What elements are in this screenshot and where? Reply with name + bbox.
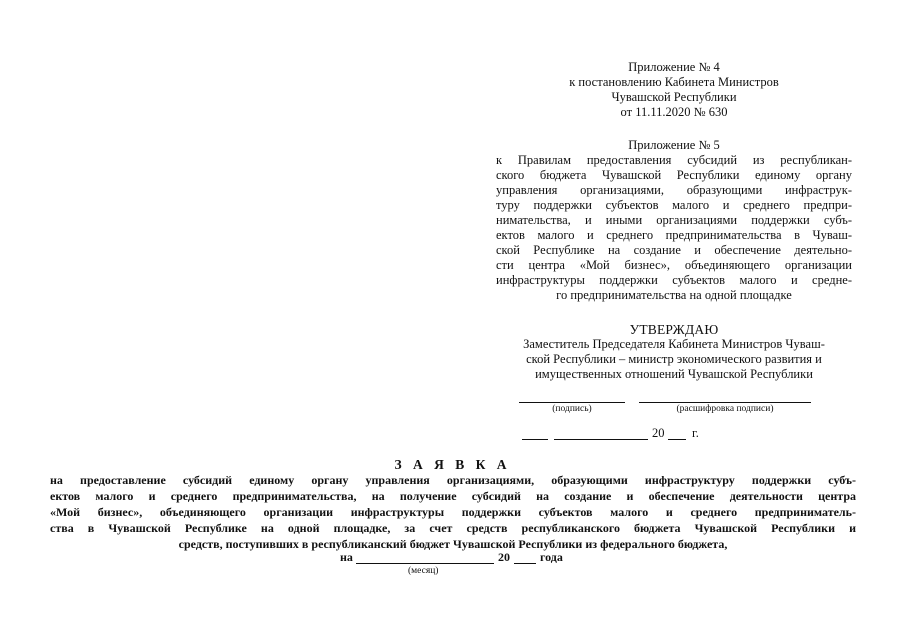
request-title: З А Я В К А — [394, 457, 511, 472]
date-century: 20 — [652, 426, 665, 440]
appendix-5-line: ской Республике на создание и обеспечение деятельно- — [496, 243, 852, 257]
approve-date-row — [522, 426, 722, 442]
appendix-5-line: ектов малого и среднего предпринимательства в Чуваш- — [496, 228, 852, 242]
appendix-5-line: управления организациями, образующими инфраструк- — [496, 183, 852, 197]
approve-block — [496, 322, 852, 382]
signature-decoding-caption: (расшифровка подписи) — [676, 404, 774, 414]
appendix-5-line: го предпринимательства на одной площадке — [556, 288, 792, 302]
appendix-5-block — [496, 138, 852, 303]
appendix-5-title: Приложение № 5 — [628, 138, 720, 152]
request-line: ектов малого и среднего предпринимательства, на получение субсидий на создание и обеспечение деятельности центра — [50, 489, 856, 503]
period-century: 20 — [498, 550, 510, 564]
approve-line: имущественных отношений Чувашской Республики — [535, 367, 813, 381]
appendix-4-block — [496, 60, 852, 120]
period-year-line[interactable] — [514, 563, 536, 564]
request-line: на предоставление субсидий единому органу управления организациями, образующими инфраструктуру поддержки субъ- — [50, 473, 856, 487]
appendix-5-line: инфраструктуры поддержки субъектов малого и средне- — [496, 273, 852, 287]
signature-decoding-line[interactable] — [639, 392, 811, 403]
date-month-line[interactable] — [554, 439, 648, 440]
date-year-line[interactable] — [668, 439, 686, 440]
period-year-label: года — [540, 550, 563, 564]
signature-caption: (подпись) — [552, 404, 592, 414]
approve-line: Заместитель Председателя Кабинета Министров Чуваш- — [523, 337, 825, 351]
signature-row — [519, 392, 819, 422]
appendix-4-line: от 11.11.2020 № 630 — [620, 105, 728, 119]
appendix-4-line: к постановлению Кабинета Министров — [569, 75, 779, 89]
request-line: ства в Чувашской Республике на одной площадке, за счет средств республиканского бюджета Чувашской Республики и — [50, 521, 856, 535]
date-year-suffix: г. — [692, 426, 699, 440]
appendix-5-line: туру поддержки субъектов малого и среднего предпри- — [496, 198, 852, 212]
period-month-caption: (месяц) — [408, 566, 439, 576]
date-day-line[interactable] — [522, 439, 548, 440]
approve-title: УТВЕРЖДАЮ — [629, 322, 719, 337]
approve-line: ской Республики – министр экономического развития и — [526, 352, 822, 366]
signature-line[interactable] — [519, 392, 625, 403]
appendix-5-line: ского бюджета Чувашской Республики единому органу — [496, 168, 852, 182]
appendix-5-line: сти центра «Мой бизнес», объединяющего организации — [496, 258, 852, 272]
request-line: средств, поступивших в республиканский бюджет Чувашской Республики из федерального бюджета, — [178, 537, 728, 551]
appendix-5-line: нимательства, и иными организациями поддержки субъ- — [496, 213, 852, 227]
period-row — [340, 550, 600, 582]
period-month-line[interactable] — [356, 563, 494, 564]
period-on-label: на — [340, 550, 353, 564]
request-body — [50, 472, 856, 552]
appendix-4-title: Приложение № 4 — [628, 60, 720, 74]
appendix-4-line: Чувашской Республики — [611, 90, 737, 104]
appendix-5-line: к Правилам предоставления субсидий из республикан- — [496, 153, 852, 167]
request-line: «Мой бизнес», объединяющего организации инфраструктуры поддержки субъектов малого и среднего предприниматель- — [50, 505, 856, 519]
